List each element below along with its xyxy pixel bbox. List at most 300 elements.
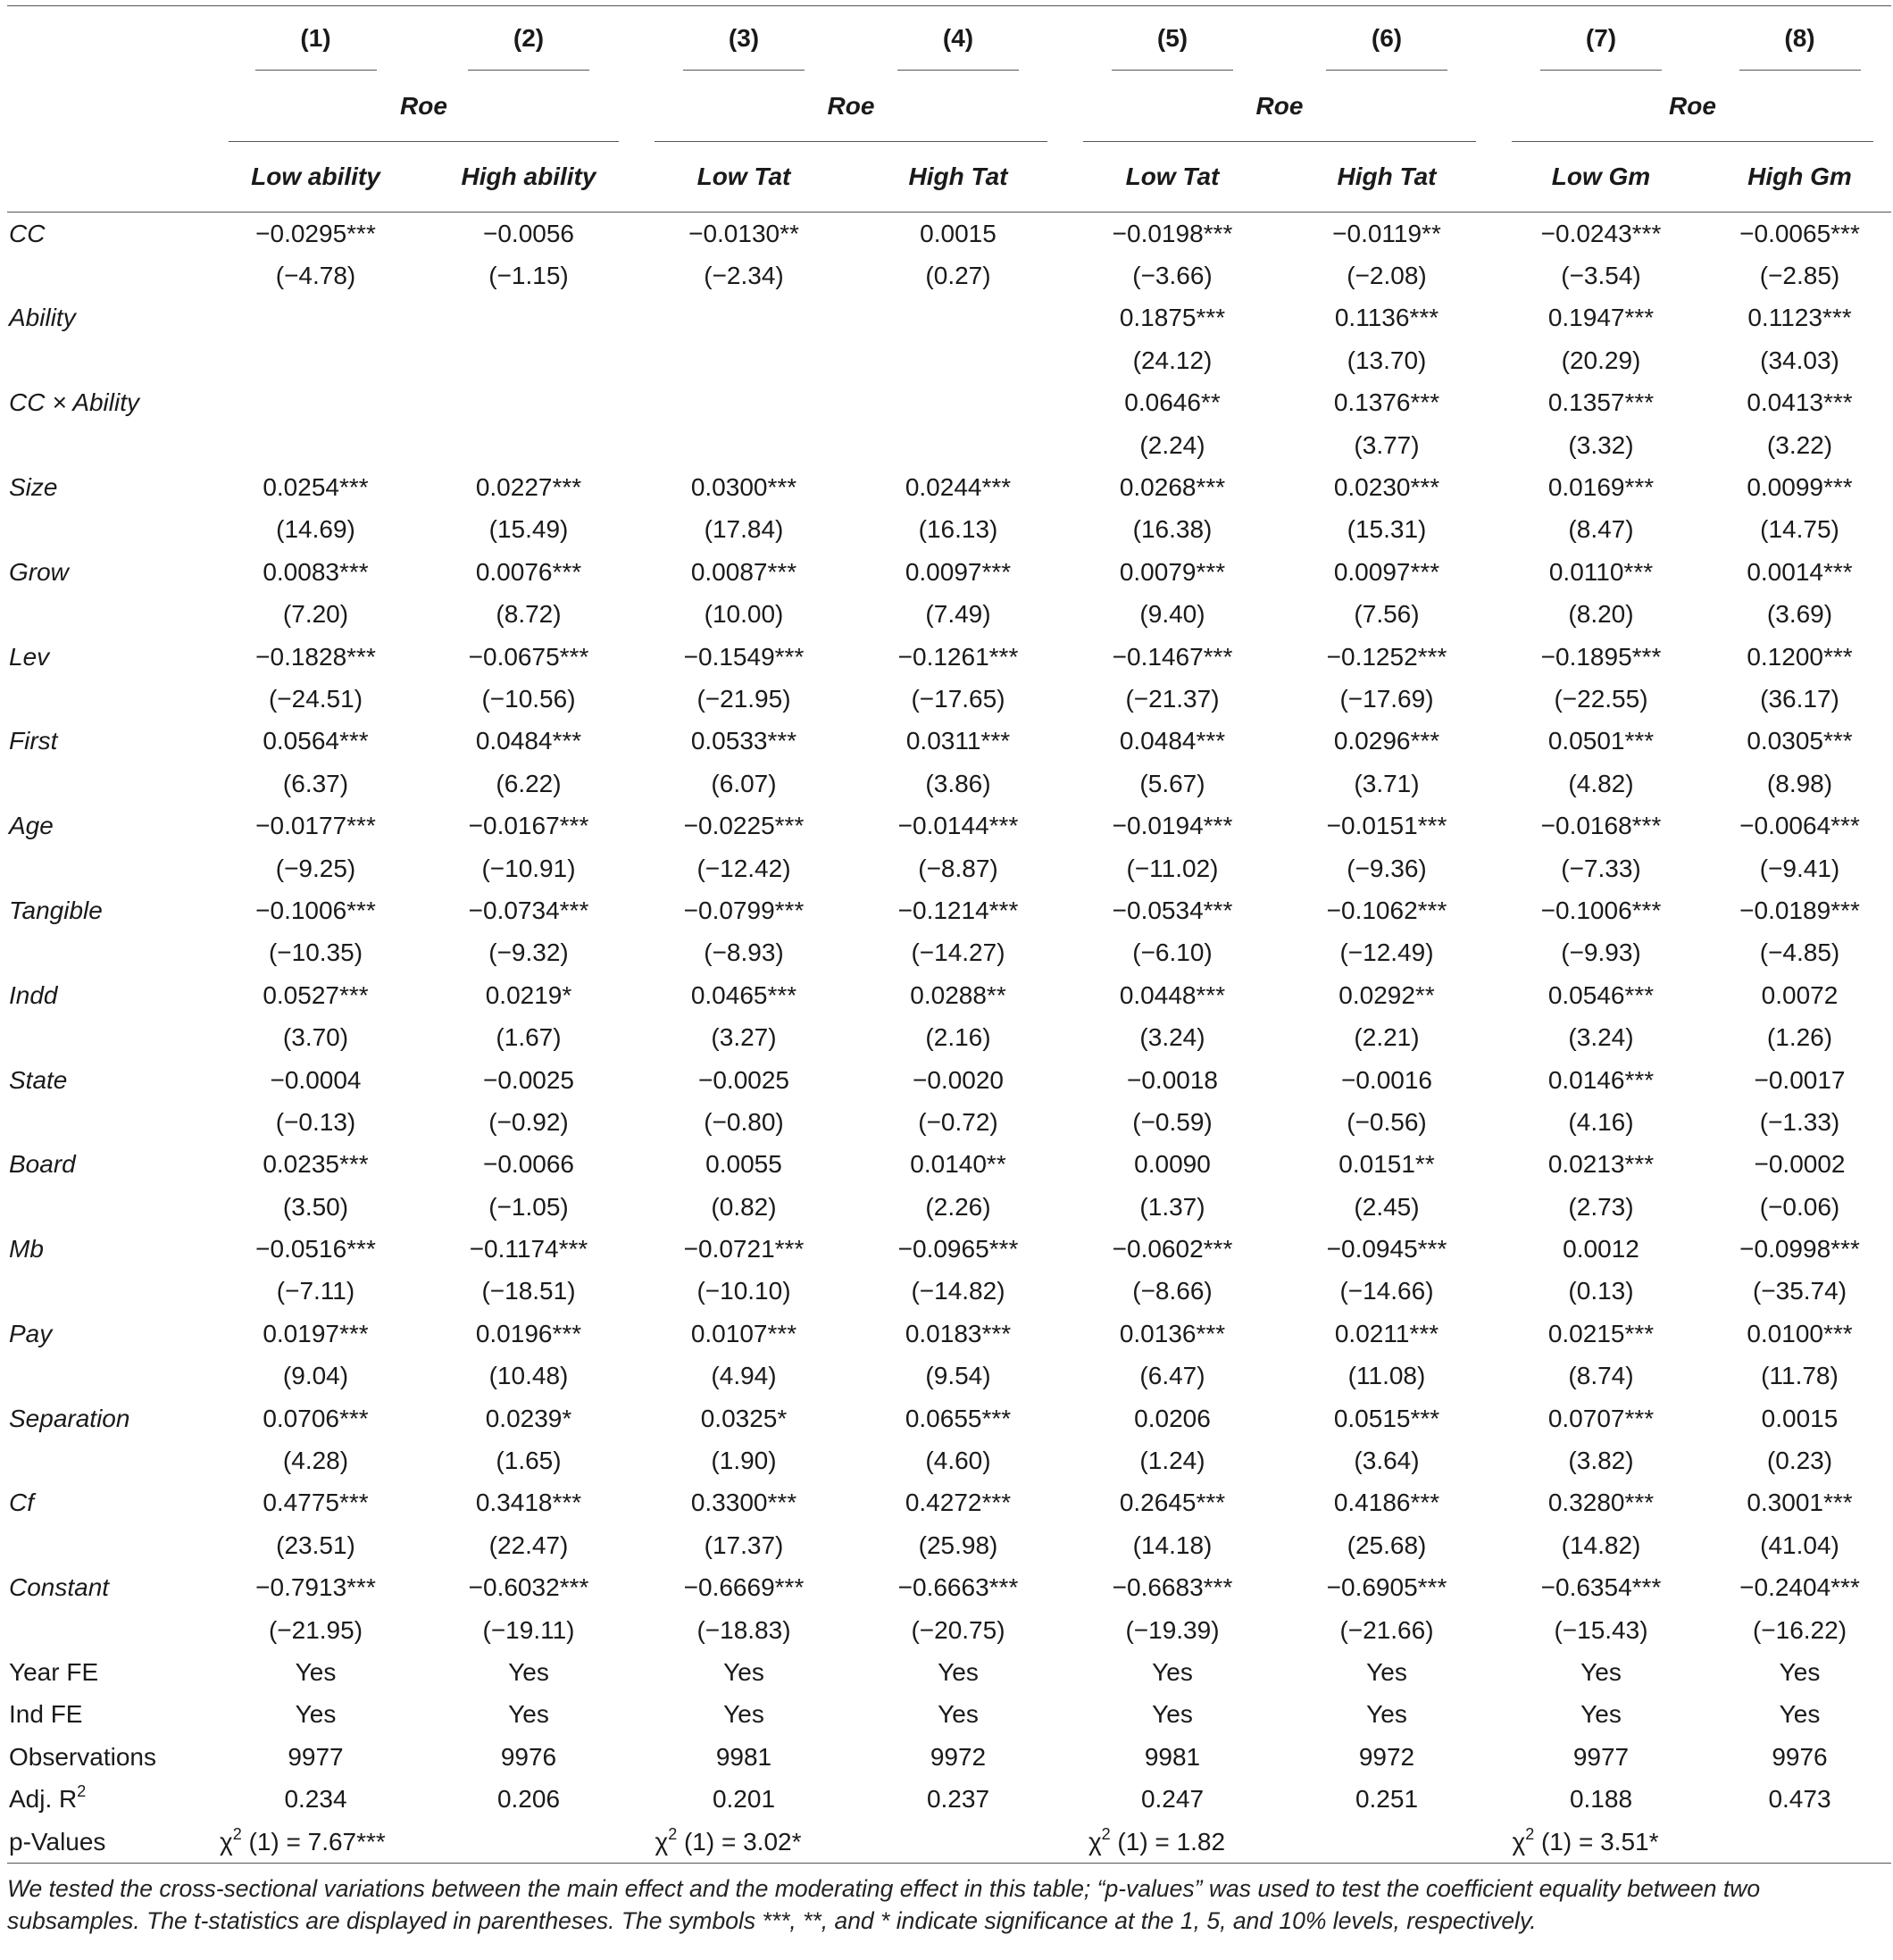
coefficient-row <box>7 1397 1891 1439</box>
t-statistic-cell: (−12.42) <box>696 854 791 882</box>
statistic-cell: Yes <box>723 1700 764 1729</box>
statistic-cell: Yes <box>1152 1700 1193 1729</box>
t-statistic-cell: (−15.43) <box>1554 1615 1648 1644</box>
coefficient-cell: −0.0602*** <box>1112 1235 1233 1264</box>
empty-label <box>7 594 211 636</box>
subsample-label <box>421 142 637 213</box>
t-statistic-cell: (−10.35) <box>268 938 363 967</box>
t-statistic-cell: (20.29) <box>1561 346 1641 374</box>
t-statistic-row <box>7 1271 1891 1313</box>
statistic-cell: Yes <box>508 1657 549 1686</box>
empty-label <box>7 1101 211 1143</box>
statistic-cell: 0.247 <box>1140 1785 1205 1814</box>
statistic-cell: 9976 <box>500 1742 557 1771</box>
t-statistic-cell: (3.70) <box>282 1023 349 1052</box>
t-statistic-cell <box>851 339 1065 381</box>
variable-label: State <box>9 1065 68 1094</box>
coefficient-cell: −0.1174*** <box>469 1235 588 1264</box>
chi-test-value: (1) = 3.02* <box>677 1827 802 1856</box>
coefficient-cell: 0.3300*** <box>690 1489 797 1517</box>
chi-square-test <box>646 1824 811 1856</box>
column-number <box>851 6 1065 71</box>
coefficient-cell: 0.0076*** <box>475 557 582 586</box>
t-statistic-cell: (−14.27) <box>911 938 1005 967</box>
coefficient-row <box>7 1228 1891 1270</box>
t-statistic-row <box>7 339 1891 381</box>
coefficient-cell: −0.6669*** <box>683 1573 805 1602</box>
t-statistic-cell: (−2.08) <box>1347 262 1427 290</box>
chi-square-test-cell <box>1494 1821 1891 1864</box>
coefficient-cell: −0.0965*** <box>897 1235 1019 1264</box>
statistic-cell: 9981 <box>1144 1742 1201 1771</box>
coefficient-cell: 0.0564*** <box>263 727 369 755</box>
coefficient-cell: −0.1006*** <box>255 896 376 924</box>
subsample-label <box>211 142 421 213</box>
dependent-variable-text: Roe <box>400 92 447 120</box>
coefficient-cell: 0.0244*** <box>905 473 1012 502</box>
t-statistic-cell: (4.82) <box>1568 769 1634 797</box>
chi-superscript: 2 <box>232 1824 242 1843</box>
dependent-variable-label <box>1065 71 1494 142</box>
t-statistic-cell: (7.56) <box>1354 600 1420 629</box>
statistic-cell: Yes <box>938 1657 979 1686</box>
statistic-cell: Yes <box>1580 1700 1622 1729</box>
coefficient-cell: 0.0325* <box>700 1404 788 1432</box>
t-statistic-cell: (−8.87) <box>918 854 998 882</box>
empty-label <box>7 763 211 805</box>
subsample-label <box>851 142 1065 213</box>
coefficient-cell: 0.0227*** <box>475 473 582 502</box>
t-statistic-cell <box>637 339 851 381</box>
variable-label: CC <box>9 219 46 247</box>
empty-label <box>7 509 211 551</box>
empty-label <box>7 847 211 889</box>
t-statistic-cell: (1.67) <box>496 1023 562 1052</box>
coefficient-cell: −0.0064*** <box>1739 812 1860 840</box>
coefficient-cell: 0.0090 <box>1134 1150 1211 1179</box>
coefficient-row <box>7 1482 1891 1524</box>
coefficient-cell: −0.1214*** <box>897 896 1019 924</box>
subsample-label <box>1708 142 1891 213</box>
t-statistic-cell: (24.12) <box>1132 346 1213 374</box>
coefficient-cell: 0.0083*** <box>263 557 369 586</box>
column-number <box>421 6 637 71</box>
variable-label: Cf <box>9 1489 34 1517</box>
coefficient-cell: 0.0100*** <box>1747 1319 1853 1347</box>
statistic-label <box>7 1778 211 1820</box>
coefficient-row <box>7 1059 1891 1101</box>
statistic-cell: Yes <box>295 1657 337 1686</box>
statistics-row <box>7 1651 1891 1693</box>
coefficient-cell: 0.0706*** <box>263 1404 369 1432</box>
dependent-variable-label <box>211 71 637 142</box>
variable-label: Board <box>9 1150 76 1179</box>
coefficient-cell: −0.1549*** <box>683 642 805 671</box>
variable-label: Lev <box>9 642 50 671</box>
coefficient-cell: −0.0066 <box>483 1150 574 1179</box>
t-statistic-row <box>7 763 1891 805</box>
t-statistic-cell: (−2.85) <box>1759 262 1840 290</box>
t-statistic-cell: (−9.41) <box>1759 854 1840 882</box>
chi-test-value: (1) = 7.67*** <box>241 1827 386 1856</box>
t-statistic-cell: (−21.95) <box>268 1615 363 1644</box>
coefficient-cell: −0.0734*** <box>468 896 589 924</box>
coefficient-cell: 0.0268*** <box>1119 473 1226 502</box>
coefficient-cell: −0.1252*** <box>1326 642 1447 671</box>
coefficient-cell: −0.0675*** <box>468 642 589 671</box>
coefficient-cell: 0.0448*** <box>1119 980 1226 1009</box>
t-statistic-cell: (15.49) <box>488 515 569 544</box>
t-statistic-row <box>7 1101 1891 1143</box>
variable-label: Grow <box>9 557 69 586</box>
column-number-text: (1) <box>300 24 331 52</box>
t-statistic-cell: (−7.33) <box>1561 854 1641 882</box>
coefficient-cell: 0.0235*** <box>263 1150 369 1179</box>
t-statistic-cell: (−0.59) <box>1132 1107 1213 1136</box>
t-statistic-cell: (9.40) <box>1139 600 1205 629</box>
t-statistic-cell: (8.47) <box>1568 515 1634 544</box>
t-statistic-cell: (9.54) <box>925 1362 991 1390</box>
t-statistic-cell: (−20.75) <box>911 1615 1005 1644</box>
chi-square-test <box>1074 1824 1239 1856</box>
t-statistic-cell: (3.24) <box>1139 1023 1205 1052</box>
t-statistic-cell: (−18.83) <box>696 1615 791 1644</box>
t-statistic-cell: (3.22) <box>1766 430 1833 459</box>
t-statistic-cell: (−6.10) <box>1132 938 1213 967</box>
t-statistic-cell: (3.27) <box>711 1023 777 1052</box>
coefficient-cell: 0.0146*** <box>1547 1065 1655 1094</box>
t-statistic-cell: (−7.11) <box>276 1277 355 1305</box>
empty-label <box>7 932 211 974</box>
t-statistic-cell: (6.47) <box>1139 1362 1205 1390</box>
stub-header <box>7 142 211 213</box>
t-statistic-cell: (2.21) <box>1354 1023 1420 1052</box>
coefficient-cell: 0.0527*** <box>263 980 369 1009</box>
t-statistic-cell: (8.98) <box>1766 769 1833 797</box>
t-statistic-cell: (17.84) <box>704 515 784 544</box>
statistic-cell: 9977 <box>1572 1742 1630 1771</box>
statistic-cell: Yes <box>1779 1657 1821 1686</box>
statistics-row <box>7 1736 1891 1778</box>
statistic-cell: Yes <box>508 1700 549 1729</box>
chi-square-test <box>220 1824 386 1856</box>
t-statistic-cell <box>211 339 421 381</box>
column-number <box>1708 6 1891 71</box>
coefficient-cell: −0.0016 <box>1341 1065 1432 1094</box>
column-number-row <box>7 6 1891 71</box>
dependent-variable-text: Roe <box>1255 92 1304 120</box>
subsample-text: Low Tat <box>1125 163 1220 190</box>
t-statistic-cell: (−10.91) <box>481 854 576 882</box>
coefficient-cell: 0.0546*** <box>1547 980 1655 1009</box>
coefficient-cell <box>851 297 1065 339</box>
statistic-cell: Yes <box>1366 1657 1407 1686</box>
coefficient-cell: −0.0198*** <box>1112 219 1233 247</box>
coefficient-cell: 0.0196*** <box>475 1319 582 1347</box>
subsample-text: High Tat <box>908 163 1008 190</box>
coefficient-cell: −0.0516*** <box>255 1235 376 1264</box>
t-statistic-cell: (8.72) <box>496 600 562 629</box>
coefficient-cell: 0.0254*** <box>263 473 369 502</box>
t-statistic-cell: (13.70) <box>1347 346 1427 374</box>
t-statistic-cell: (4.94) <box>711 1362 777 1390</box>
coefficient-cell: 0.0288** <box>910 980 1006 1009</box>
t-statistic-cell <box>211 424 421 466</box>
coefficient-cell: 0.0197*** <box>263 1319 369 1347</box>
column-number-text: (6) <box>1371 24 1403 52</box>
subsample-text: Low ability <box>251 163 380 190</box>
coefficient-cell: 0.0292** <box>1338 980 1435 1009</box>
t-statistic-cell: (−1.33) <box>1759 1107 1840 1136</box>
t-statistic-cell: (−0.72) <box>918 1107 998 1136</box>
variable-label: First <box>9 727 58 755</box>
coefficient-cell: 0.0296*** <box>1333 727 1440 755</box>
empty-label <box>7 1355 211 1397</box>
coefficient-cell: 0.2645*** <box>1119 1489 1226 1517</box>
statistic-label <box>7 1694 211 1736</box>
statistic-label-text: Ind FE <box>9 1700 83 1729</box>
dependent-variable-text: Roe <box>827 92 875 120</box>
t-statistic-row <box>7 594 1891 636</box>
t-statistic-cell: (17.37) <box>704 1530 784 1559</box>
t-statistic-cell: (23.51) <box>276 1530 355 1559</box>
statistic-cell: Yes <box>938 1700 979 1729</box>
t-statistic-cell: (14.75) <box>1760 515 1839 544</box>
statistics-row <box>7 1694 1891 1736</box>
coefficient-cell: −0.0025 <box>483 1065 574 1094</box>
coefficient-cell: 0.0413*** <box>1747 388 1853 417</box>
coefficient-cell: −0.0065*** <box>1739 219 1860 247</box>
t-statistic-cell: (3.64) <box>1354 1447 1420 1475</box>
coefficient-cell: 0.0501*** <box>1547 727 1655 755</box>
statistic-cell: 9972 <box>1358 1742 1415 1771</box>
statistic-label-superscript: 2 <box>77 1782 87 1801</box>
coefficient-row <box>7 213 1891 255</box>
variable-label: Indd <box>9 980 58 1009</box>
coefficient-cell: 0.0515*** <box>1333 1404 1440 1432</box>
statistic-label-text: Observations <box>9 1742 156 1771</box>
t-statistic-cell: (2.24) <box>1139 430 1205 459</box>
statistic-cell: Yes <box>295 1700 337 1729</box>
statistic-cell: Yes <box>1152 1657 1193 1686</box>
column-number-text: (4) <box>942 24 974 52</box>
empty-label <box>7 339 211 381</box>
statistic-cell: 0.251 <box>1355 1785 1419 1814</box>
subsample-text: Low Tat <box>696 163 791 190</box>
t-statistic-row <box>7 1524 1891 1566</box>
t-statistic-cell: (34.03) <box>1760 346 1839 374</box>
coefficient-cell: 0.3280*** <box>1547 1489 1655 1517</box>
subsample-text: High Tat <box>1337 163 1437 190</box>
coefficient-cell: 0.0169*** <box>1547 473 1655 502</box>
coefficient-cell: −0.0225*** <box>683 812 805 840</box>
t-statistic-cell: (−21.66) <box>1339 1615 1434 1644</box>
coefficient-cell: 0.1376*** <box>1333 388 1440 417</box>
coefficient-cell: 0.0239* <box>485 1404 572 1432</box>
coefficient-cell: −0.1467*** <box>1112 642 1233 671</box>
chi-test-value: (1) = 3.51* <box>1534 1827 1659 1856</box>
coefficient-cell: 0.4186*** <box>1333 1489 1440 1517</box>
coefficient-cell: −0.0130** <box>688 219 799 247</box>
t-statistic-cell: (−17.69) <box>1339 684 1434 713</box>
statistic-label-text: Year FE <box>9 1657 99 1686</box>
coefficient-row <box>7 1567 1891 1609</box>
t-statistic-cell: (7.20) <box>282 600 349 629</box>
subsample-label <box>1280 142 1494 213</box>
t-statistic-cell: (22.47) <box>488 1530 569 1559</box>
subsample-text: High ability <box>461 163 596 190</box>
chi-symbol: χ <box>655 1827 669 1856</box>
coefficient-cell: 0.0305*** <box>1747 727 1853 755</box>
t-statistic-cell: (5.67) <box>1139 769 1205 797</box>
coefficient-cell: −0.0017 <box>1754 1065 1846 1094</box>
t-statistic-cell: (3.24) <box>1568 1023 1634 1052</box>
t-statistic-cell: (−35.74) <box>1752 1277 1847 1305</box>
t-statistic-cell <box>421 339 637 381</box>
t-statistic-cell: (14.18) <box>1132 1530 1213 1559</box>
coefficient-cell: −0.1828*** <box>255 642 376 671</box>
coefficient-cell: 0.0707*** <box>1547 1404 1655 1432</box>
t-statistic-cell: (2.26) <box>925 1192 991 1221</box>
t-statistic-cell: (3.71) <box>1354 769 1420 797</box>
subsample-text: High Gm <box>1747 163 1852 190</box>
statistic-cell: Yes <box>1580 1657 1622 1686</box>
t-statistic-cell: (8.20) <box>1568 600 1634 629</box>
t-statistic-cell: (−9.32) <box>488 938 569 967</box>
t-statistic-cell: (8.74) <box>1568 1362 1634 1390</box>
coefficient-cell: −0.0020 <box>913 1065 1004 1094</box>
column-number <box>1280 6 1494 71</box>
t-statistic-row <box>7 847 1891 889</box>
coefficient-cell: −0.1261*** <box>897 642 1019 671</box>
coefficient-cell: −0.0056 <box>483 219 574 247</box>
t-statistic-cell: (−11.02) <box>1126 854 1219 882</box>
coefficient-cell <box>211 297 421 339</box>
coefficient-cell: 0.0015 <box>920 219 997 247</box>
t-statistic-cell: (4.28) <box>282 1447 349 1475</box>
variable-label: Tangible <box>9 896 103 924</box>
t-statistic-cell: (−19.11) <box>482 1615 575 1644</box>
t-statistic-cell: (2.45) <box>1354 1192 1420 1221</box>
coefficient-cell: −0.0295*** <box>255 219 376 247</box>
coefficient-cell: 0.0300*** <box>690 473 797 502</box>
subsample-label <box>1065 142 1280 213</box>
coefficient-row <box>7 721 1891 763</box>
coefficient-cell: −0.6683*** <box>1112 1573 1233 1602</box>
t-statistic-cell: (41.04) <box>1760 1530 1839 1559</box>
coefficient-cell: 0.0211*** <box>1334 1319 1439 1347</box>
coefficient-row <box>7 889 1891 931</box>
coefficient-cell: 0.0151** <box>1338 1150 1435 1179</box>
statistic-cell: 0.234 <box>284 1785 347 1814</box>
column-number-text: (8) <box>1784 24 1815 52</box>
coefficient-cell: −0.1006*** <box>1540 896 1662 924</box>
t-statistic-cell: (1.65) <box>496 1447 562 1475</box>
subsample-label <box>1494 142 1708 213</box>
coefficient-cell: 0.0055 <box>705 1150 782 1179</box>
coefficient-cell: −0.0998*** <box>1739 1235 1860 1264</box>
coefficient-cell: −0.1062*** <box>1326 896 1447 924</box>
column-number-text: (5) <box>1156 24 1188 52</box>
t-statistic-cell: (1.90) <box>711 1447 777 1475</box>
chi-symbol: χ <box>220 1827 233 1856</box>
t-statistic-cell: (4.60) <box>925 1447 991 1475</box>
statistic-cell: 0.188 <box>1569 1785 1633 1814</box>
coefficient-cell: −0.0168*** <box>1540 812 1662 840</box>
coefficient-cell: −0.0721*** <box>683 1235 805 1264</box>
t-statistic-cell: (3.32) <box>1568 430 1634 459</box>
column-number <box>637 6 851 71</box>
coefficient-cell: −0.0177*** <box>255 812 376 840</box>
t-statistic-row <box>7 509 1891 551</box>
coefficient-cell: −0.0167*** <box>468 812 589 840</box>
chi-superscript: 2 <box>1525 1824 1535 1843</box>
empty-label <box>7 254 211 296</box>
empty-label <box>7 1524 211 1566</box>
t-statistic-cell: (−3.66) <box>1132 262 1213 290</box>
t-statistic-cell: (−0.92) <box>488 1107 569 1136</box>
t-statistic-cell: (−8.66) <box>1132 1277 1213 1305</box>
t-statistic-cell <box>851 424 1065 466</box>
t-statistic-cell: (−0.13) <box>275 1107 356 1136</box>
column-number <box>211 6 421 71</box>
subsample-label <box>637 142 851 213</box>
coefficient-cell: −0.0799*** <box>683 896 805 924</box>
coefficient-cell <box>637 382 851 424</box>
coefficient-cell: −0.7913*** <box>255 1573 376 1602</box>
t-statistic-cell: (7.49) <box>925 600 991 629</box>
coefficient-cell: 0.0014*** <box>1747 557 1853 586</box>
variable-label: Mb <box>9 1235 44 1264</box>
coefficient-cell: 0.0311*** <box>905 727 1011 755</box>
t-statistic-cell: (3.50) <box>282 1192 349 1221</box>
coefficient-cell: −0.0189*** <box>1739 896 1860 924</box>
coefficient-row <box>7 551 1891 593</box>
t-statistic-cell: (−18.51) <box>481 1277 576 1305</box>
coefficient-cell: 0.0107*** <box>690 1319 797 1347</box>
t-statistic-row <box>7 932 1891 974</box>
statistics-row <box>7 1778 1891 1820</box>
chi-square-test <box>1503 1824 1668 1856</box>
t-statistic-cell: (25.98) <box>918 1530 998 1559</box>
coefficient-cell: −0.0144*** <box>897 812 1019 840</box>
t-statistic-row <box>7 424 1891 466</box>
t-statistic-cell: (16.38) <box>1132 515 1213 544</box>
t-statistic-cell: (−10.10) <box>696 1277 791 1305</box>
coefficient-cell: 0.1136*** <box>1334 304 1439 332</box>
coefficient-cell: 0.0230*** <box>1333 473 1440 502</box>
t-statistic-cell: (0.27) <box>925 262 991 290</box>
t-statistic-cell: (4.16) <box>1568 1107 1634 1136</box>
t-statistic-cell: (25.68) <box>1347 1530 1427 1559</box>
coefficient-cell: −0.0945*** <box>1326 1235 1447 1264</box>
t-statistic-row <box>7 1016 1891 1058</box>
t-statistic-cell: (3.77) <box>1354 430 1420 459</box>
statistic-cell: 9981 <box>715 1742 772 1771</box>
t-statistic-cell: (0.13) <box>1568 1277 1634 1305</box>
t-statistic-cell: (6.37) <box>282 769 349 797</box>
coefficient-cell: −0.0004 <box>270 1065 362 1094</box>
coefficient-cell: 0.0087*** <box>690 557 797 586</box>
t-statistic-cell: (10.48) <box>488 1362 569 1390</box>
t-statistic-cell: (−1.15) <box>488 262 569 290</box>
chi-superscript: 2 <box>1101 1824 1111 1843</box>
t-statistic-cell: (11.08) <box>1347 1362 1426 1390</box>
variable-label: Constant <box>9 1573 110 1602</box>
coefficient-cell: 0.1200*** <box>1747 642 1853 671</box>
coefficient-cell: −0.0002 <box>1754 1150 1846 1179</box>
t-statistic-cell: (14.69) <box>276 515 355 544</box>
